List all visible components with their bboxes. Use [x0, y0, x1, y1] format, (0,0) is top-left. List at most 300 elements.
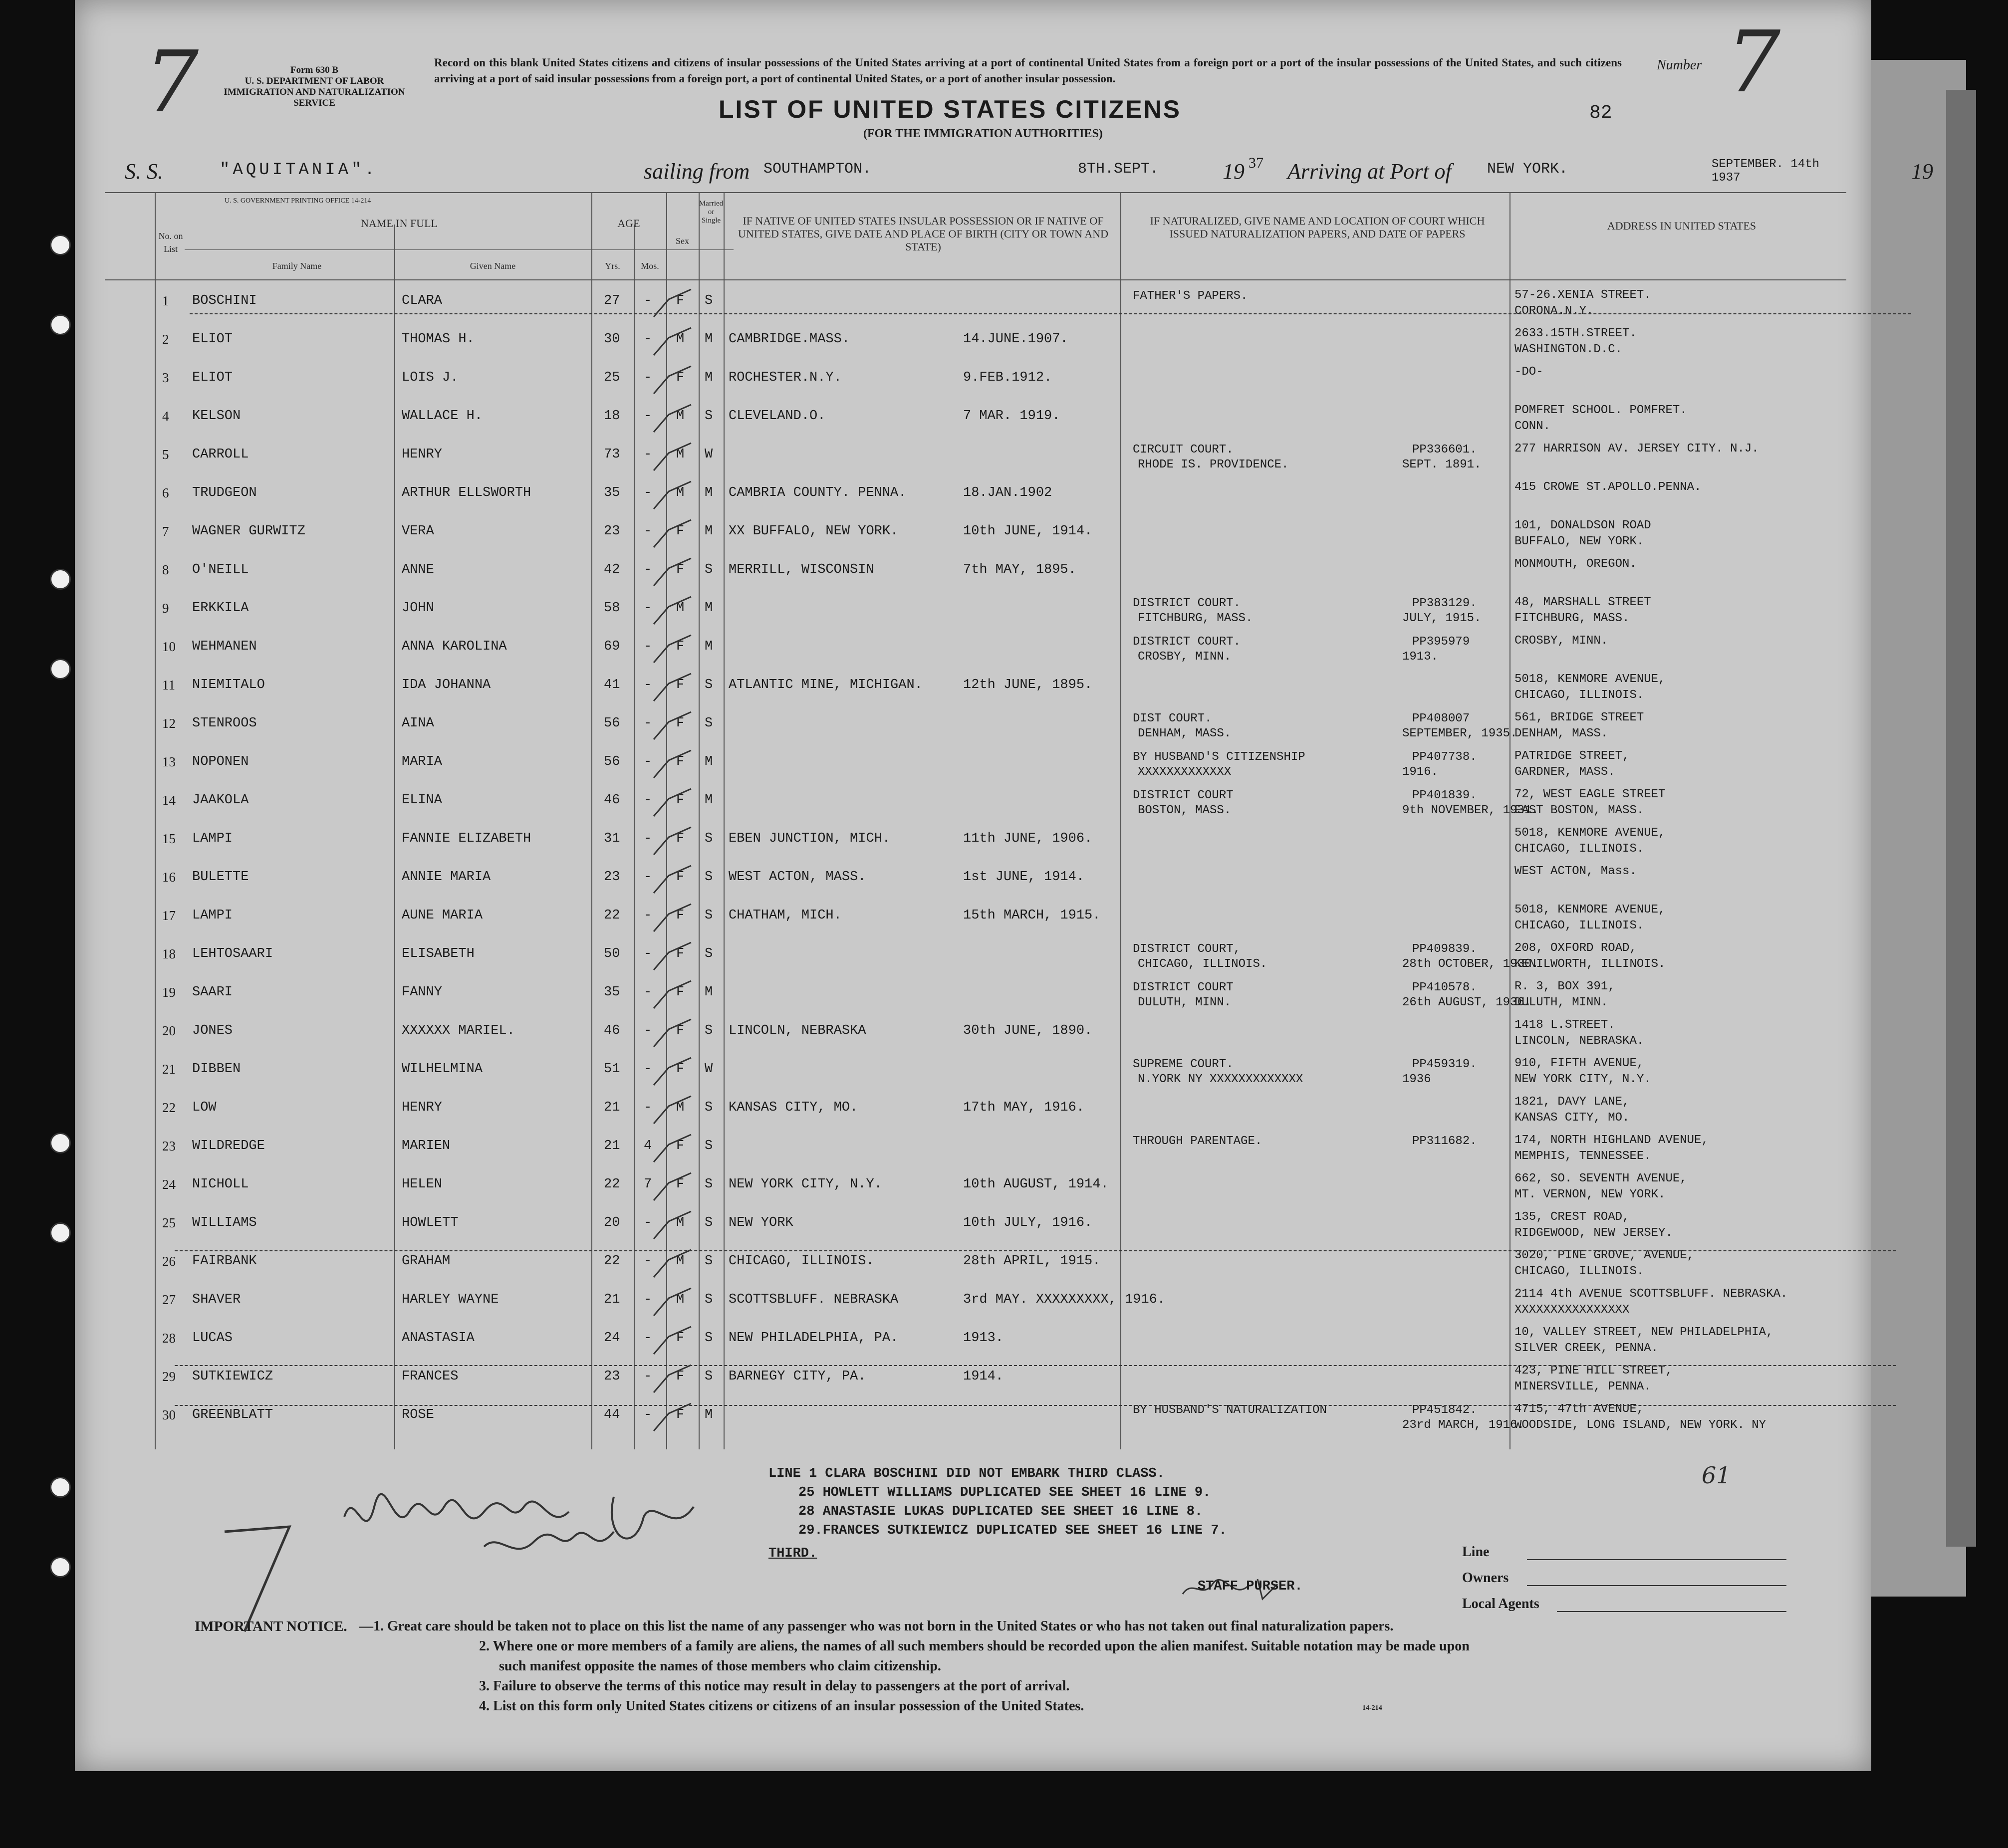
age-months: -	[644, 946, 652, 961]
marital-status: S	[705, 1331, 713, 1346]
marital-status: M	[705, 601, 713, 616]
header-bottom-rule	[105, 279, 1846, 280]
binder-hole	[50, 659, 71, 680]
row-number: 15	[162, 831, 176, 846]
check-mark-icon	[649, 786, 694, 821]
family-name: WILLIAMS	[192, 1215, 257, 1230]
given-name: ELINA	[402, 793, 443, 808]
address-line-2: CHICAGO, ILLINOIS.	[1514, 842, 1644, 856]
birth-place: EBEN JUNCTION, MICH.	[729, 831, 891, 846]
given-name: XXXXXX MARIEL.	[402, 1023, 515, 1038]
address-line-1: 72, WEST EAGLE STREET	[1514, 788, 1666, 801]
page-title: LIST OF UNITED STATES CITIZENS	[719, 95, 1182, 123]
address-line-2: LINCOLN, NEBRASKA.	[1514, 1034, 1644, 1048]
address-line-1: 48, MARSHALL STREET	[1514, 596, 1651, 609]
given-name: VERA	[402, 524, 434, 539]
header-instructions: Record on this blank United States citizens and citizens of insular possessions of the United States arriving at a port of continental United States from a foreign port or a port of the insular possessions of the United States, and such citizens arriving at a port of said insular possessions from a foreign port, a port of continental United States, or a port of another insular possession.	[434, 56, 1622, 85]
marital-status: S	[705, 946, 713, 961]
age-years: 18	[604, 409, 620, 424]
birth-place: CAMBRIA COUNTY. PENNA.	[729, 485, 907, 500]
age-years: 22	[604, 1177, 620, 1192]
check-mark-icon	[649, 940, 694, 975]
papers-number: PP383129.	[1412, 597, 1477, 610]
check-mark-icon	[649, 1324, 694, 1359]
marital-status: M	[705, 793, 713, 808]
court-name: FATHER'S PAPERS.	[1133, 289, 1248, 303]
handwritten-page-mark: 61	[1702, 1462, 1731, 1489]
address-line-1: MONMOUTH, OREGON.	[1514, 557, 1637, 571]
birth-place: CLEVELAND.O.	[729, 409, 826, 424]
ship-name: "AQUITANIA".	[220, 161, 378, 180]
table-row	[75, 1283, 1871, 1322]
family-name: LAMPI	[192, 908, 233, 923]
birth-date: 1914.	[963, 1369, 1004, 1384]
check-mark-icon	[649, 287, 694, 322]
page-subtitle: (FOR THE IMMIGRATION AUTHORITIES)	[863, 127, 1103, 140]
birth-place: MERRILL, WISCONSIN	[729, 562, 874, 577]
age-years: 69	[604, 639, 620, 654]
table-row	[75, 630, 1871, 669]
given-name: ARTHUR ELLSWORTH	[402, 485, 531, 500]
birth-place: BARNEGY CITY, PA.	[729, 1369, 866, 1384]
family-name: LOW	[192, 1100, 217, 1115]
table-row	[75, 400, 1871, 439]
table-row	[75, 937, 1871, 976]
age-months: -	[644, 1331, 652, 1346]
sex: F	[676, 1062, 685, 1077]
address-line-1: 208, OXFORD ROAD,	[1514, 941, 1637, 955]
row-number: 6	[162, 485, 169, 500]
family-name: GREENBLATT	[192, 1407, 273, 1422]
marital-status: M	[705, 370, 713, 385]
row-number: 29	[162, 1369, 176, 1384]
birth-place: CHATHAM, MICH.	[729, 908, 842, 923]
check-mark-icon	[649, 1055, 694, 1090]
birth-date: 15th MARCH, 1915.	[963, 908, 1101, 923]
family-name: NIEMITALO	[192, 678, 265, 693]
sex: F	[676, 562, 685, 577]
birth-date: 10th AUGUST, 1914.	[963, 1177, 1109, 1192]
address-line-1: 1418 L.STREET.	[1514, 1018, 1615, 1032]
age-months: -	[644, 1023, 652, 1038]
row-number: 11	[162, 678, 175, 693]
notice-item: such manifest opposite the names of those members who claim citizenship.	[499, 1658, 941, 1674]
binder-hole	[50, 1557, 71, 1578]
sex: M	[676, 601, 685, 616]
given-name: CLARA	[402, 293, 443, 308]
row-number: 14	[162, 793, 176, 808]
check-mark-icon	[649, 1132, 694, 1167]
sex: F	[676, 831, 685, 846]
row-number: 10	[162, 639, 176, 654]
birth-date: 10th JUNE, 1914.	[963, 524, 1093, 539]
age-years: 21	[604, 1139, 620, 1154]
check-mark-icon	[649, 1247, 694, 1282]
birth-date: 7 MAR. 1919.	[963, 409, 1060, 424]
court-name: SUPREME COURT.	[1133, 1058, 1234, 1071]
address-line-2: CONN.	[1514, 420, 1551, 433]
form-id: Form 630 B	[290, 65, 339, 75]
address-line-2: XXXXXXXXXXXXXXXX	[1514, 1303, 1630, 1317]
age-years: 46	[604, 793, 620, 808]
row-number: 21	[162, 1062, 176, 1077]
given-name: HENRY	[402, 447, 443, 462]
sailing-from-label: sailing from	[644, 159, 750, 184]
service-name: IMMIGRATION AND NATURALIZATION SERVICE	[224, 87, 405, 108]
check-mark-icon	[649, 748, 694, 783]
sex: M	[676, 1254, 685, 1269]
row-number: 12	[162, 716, 176, 731]
footer-note: LINE 1 CLARA BOSCHINI DID NOT EMBARK THIRD CLASS.	[768, 1466, 1165, 1481]
papers-date: 1916.	[1402, 765, 1439, 779]
corner-number-handwritten: 7	[145, 33, 199, 132]
sex: F	[676, 524, 685, 539]
family-name: NOPONEN	[192, 754, 249, 769]
sex: M	[676, 1292, 685, 1307]
address-line-2: DULUTH, MINN.	[1514, 996, 1608, 1009]
given-name: HOWLETT	[402, 1215, 459, 1230]
marital-status: S	[705, 870, 713, 885]
papers-number: PP459319.	[1412, 1058, 1477, 1071]
voyage-line	[125, 155, 1933, 189]
papers-date: 23rd MARCH, 1916.	[1402, 1418, 1524, 1432]
header-no-on-list: No. on List	[158, 231, 183, 254]
address-line-1: 174, NORTH HIGHLAND AVENUE,	[1514, 1134, 1709, 1147]
papers-date: JULY, 1915.	[1402, 612, 1482, 625]
papers-number: PP336601.	[1412, 443, 1477, 457]
table-row	[75, 1206, 1871, 1245]
age-years: 44	[604, 1407, 620, 1422]
table-row	[75, 861, 1871, 900]
address-line-1: 2633.15TH.STREET.	[1514, 327, 1637, 340]
family-name: LAMPI	[192, 831, 233, 846]
papers-date: 1913.	[1402, 650, 1439, 664]
given-name: MARIA	[402, 754, 443, 769]
manifest-page	[75, 0, 1933, 1771]
sex: F	[676, 639, 685, 654]
check-mark-icon	[649, 594, 694, 629]
birth-date: 1913.	[963, 1331, 1004, 1346]
birth-date: 14.JUNE.1907.	[963, 332, 1068, 347]
row-number: 24	[162, 1177, 176, 1192]
given-name: FANNY	[402, 985, 443, 1000]
header-name-in-full: NAME IN FULL	[361, 217, 438, 230]
agent-fields	[1462, 1539, 1539, 1617]
address-line-1: POMFRET SCHOOL. POMFRET.	[1514, 404, 1687, 417]
given-name: LOIS J.	[402, 370, 459, 385]
underlying-sheet-edge	[1946, 90, 1976, 1547]
binder-hole	[50, 234, 71, 255]
staff-purser-label: STAFF PURSER.	[1198, 1579, 1303, 1594]
marital-status: S	[705, 1139, 713, 1154]
age-months: -	[644, 447, 652, 462]
papers-number: PP401839.	[1412, 789, 1477, 802]
row-number: 2	[162, 332, 169, 347]
given-name: ANNE	[402, 562, 434, 577]
sex: F	[676, 1407, 685, 1422]
table-row	[75, 784, 1871, 823]
sex: M	[676, 332, 685, 347]
family-name: SAARI	[192, 985, 233, 1000]
check-mark-icon	[649, 902, 694, 936]
court-location: FITCHBURG, MASS.	[1138, 612, 1253, 625]
court-location: CROSBY, MINN.	[1138, 650, 1232, 664]
family-name: LEHTOSAARI	[192, 946, 273, 961]
age-years: 56	[604, 754, 620, 769]
age-years: 22	[604, 908, 620, 923]
marital-status: M	[705, 985, 713, 1000]
age-months: -	[644, 754, 652, 769]
given-name: HELEN	[402, 1177, 443, 1192]
sex: F	[676, 946, 685, 961]
marital-status: M	[705, 485, 713, 500]
age-years: 41	[604, 678, 620, 693]
family-name: ERKKILA	[192, 601, 249, 616]
given-name: HENRY	[402, 1100, 443, 1115]
header-age: AGE	[617, 217, 640, 230]
address-line-2: NEW YORK CITY, N.Y.	[1514, 1073, 1651, 1086]
family-name: BULETTE	[192, 870, 249, 885]
address-line-1: 423, PINE HILL STREET,	[1514, 1364, 1673, 1378]
header-address: ADDRESS IN UNITED STATES	[1607, 220, 1757, 232]
given-name: ELISABETH	[402, 946, 475, 961]
age-months: -	[644, 1100, 652, 1115]
age-years: 31	[604, 831, 620, 846]
court-name: THROUGH PARENTAGE.	[1133, 1135, 1262, 1148]
table-row	[75, 1053, 1871, 1092]
given-name: FANNIE ELIZABETH	[402, 831, 531, 846]
given-name: ANASTASIA	[402, 1331, 475, 1346]
header-sex: Sex	[676, 236, 689, 246]
row-number: 22	[162, 1100, 176, 1115]
family-name: LUCAS	[192, 1331, 233, 1346]
row-number: 17	[162, 908, 176, 923]
family-name: STENROOS	[192, 716, 257, 731]
sex: F	[676, 370, 685, 385]
birth-date: 18.JAN.1902	[963, 485, 1052, 500]
page-number: 82	[1589, 102, 1612, 124]
birth-date: 3rd MAY. XXXXXXXXX, 1916.	[963, 1292, 1166, 1307]
age-months: -	[644, 870, 652, 885]
row-number: 18	[162, 946, 176, 961]
address-line-1: 277 HARRISON AV. JERSEY CITY. N.J.	[1514, 442, 1759, 456]
given-name: AUNE MARIA	[402, 908, 483, 923]
address-line-1: 1821, DAVY LANE,	[1514, 1095, 1630, 1109]
given-name: IDA JOHANNA	[402, 678, 491, 693]
address-line-2: MINERSVILLE, PENNA.	[1514, 1380, 1651, 1393]
birth-place: KANSAS CITY, MO.	[729, 1100, 858, 1115]
address-line-1: 57-26.XENIA STREET.	[1514, 288, 1651, 302]
birth-date: 7th MAY, 1895.	[963, 562, 1076, 577]
birth-place: XX BUFFALO, NEW YORK.	[729, 524, 899, 539]
address-line-2: EAST BOSTON, MASS.	[1514, 804, 1644, 817]
check-mark-icon	[649, 709, 694, 744]
notice-item: 3. Failure to observe the terms of this notice may result in delay to passengers at the port of arrival.	[479, 1678, 1070, 1694]
cancelled-row-strike	[190, 313, 1911, 315]
check-mark-icon	[649, 517, 694, 552]
age-months: -	[644, 831, 652, 846]
age-years: 25	[604, 370, 620, 385]
address-line-2: KENILWORTH, ILLINOIS.	[1514, 957, 1666, 971]
court-location: DENHAM, MASS.	[1138, 727, 1232, 740]
list-number: 7	[1727, 13, 1781, 112]
name-subheader-rule	[185, 249, 734, 250]
age-years: 73	[604, 447, 620, 462]
marital-status: M	[705, 754, 713, 769]
marital-status: S	[705, 1254, 713, 1269]
check-mark-icon	[649, 671, 694, 706]
cancelled-row-strike	[175, 1365, 1896, 1367]
check-mark-icon	[649, 978, 694, 1013]
address-line-1: PATRIDGE STREET,	[1514, 749, 1630, 763]
row-number: 25	[162, 1215, 176, 1230]
row-number: 13	[162, 754, 176, 769]
address-line-1: 10, VALLEY STREET, NEW PHILADELPHIA,	[1514, 1326, 1773, 1339]
arrival-date: SEPTEMBER. 14th 1937	[1712, 158, 1820, 185]
age-years: 30	[604, 332, 620, 347]
address-line-2: CHICAGO, ILLINOIS.	[1514, 919, 1644, 932]
age-years: 42	[604, 562, 620, 577]
marital-status: S	[705, 1369, 713, 1384]
sex: M	[676, 409, 685, 424]
papers-number: PP395979	[1412, 635, 1470, 649]
family-name: JAAKOLA	[192, 793, 249, 808]
age-months: -	[644, 370, 652, 385]
given-name: FRANCES	[402, 1369, 459, 1384]
header-years: Yrs.	[605, 261, 620, 271]
age-years: 35	[604, 485, 620, 500]
court-location: XXXXXXXXXXXXX	[1138, 765, 1232, 779]
papers-number: PP451842.	[1412, 1403, 1477, 1417]
address-line-2: MT. VERNON, NEW YORK.	[1514, 1188, 1666, 1201]
row-number: 19	[162, 985, 176, 1000]
sex: F	[676, 1331, 685, 1346]
address-line-1: 910, FIFTH AVENUE,	[1514, 1057, 1644, 1070]
binder-hole	[50, 314, 71, 335]
court-name: BY HUSBAND'S CITIZENSHIP	[1133, 750, 1305, 764]
class-designation: THIRD.	[768, 1546, 817, 1561]
important-notice	[195, 1617, 1871, 1716]
table-row	[75, 669, 1871, 707]
row-number: 30	[162, 1407, 176, 1422]
table-row	[75, 515, 1871, 554]
check-mark-icon	[649, 325, 694, 360]
table-row	[75, 899, 1871, 938]
papers-date: 1936	[1402, 1073, 1431, 1086]
marital-status: S	[705, 716, 713, 731]
check-mark-icon	[649, 825, 694, 860]
age-years: 50	[604, 946, 620, 961]
bottom-form-code: 14-214	[1362, 1704, 1382, 1712]
given-name: WALLACE H.	[402, 409, 483, 424]
address-line-1: 662, SO. SEVENTH AVENUE,	[1514, 1172, 1687, 1185]
binder-hole	[50, 569, 71, 590]
birth-date: 28th APRIL, 1915.	[963, 1254, 1101, 1269]
age-months: 4	[644, 1139, 652, 1154]
address-line-2: FITCHBURG, MASS.	[1514, 612, 1630, 625]
family-name: SUTKIEWICZ	[192, 1369, 273, 1384]
check-mark-icon	[649, 364, 694, 399]
papers-number: PP409839.	[1412, 942, 1477, 956]
court-location: RHODE IS. PROVIDENCE.	[1138, 458, 1289, 471]
age-months: -	[644, 601, 652, 616]
table-row	[75, 323, 1871, 362]
birth-place: NEW YORK CITY, N.Y.	[729, 1177, 882, 1192]
form-id-block	[220, 65, 409, 109]
papers-number: PP407738.	[1412, 750, 1477, 764]
age-months: -	[644, 1369, 652, 1384]
table-row	[75, 976, 1871, 1015]
given-name: ROSE	[402, 1407, 434, 1422]
birth-place: CHICAGO, ILLINOIS.	[729, 1254, 874, 1269]
birth-place: CAMBRIDGE.MASS.	[729, 332, 850, 347]
check-mark-icon	[649, 1209, 694, 1244]
row-number: 1	[162, 293, 169, 308]
footer-note: 25 HOWLETT WILLIAMS DUPLICATED SEE SHEET 16 LINE 9.	[798, 1485, 1211, 1500]
notice-item: 2. Where one or more members of a family are aliens, the names of all such members should be recorded upon the alien manifest. Suitable notation may be made upon	[479, 1638, 1470, 1654]
address-line-1: 561, BRIDGE STREET	[1514, 711, 1644, 724]
court-location: N.YORK NY XXXXXXXXXXXXX	[1138, 1073, 1303, 1086]
sex: M	[676, 1100, 685, 1115]
family-name: ELIOT	[192, 332, 233, 347]
year-prefix-2: 19	[1911, 159, 1933, 184]
year-prefix: 19	[1223, 159, 1245, 184]
address-line-1: WEST ACTON, Mass.	[1514, 865, 1637, 878]
age-months: -	[644, 793, 652, 808]
address-line-1: 2114 4th AVENUE SCOTTSBLUFF. NEBRASKA.	[1514, 1287, 1788, 1301]
age-months: -	[644, 1407, 652, 1422]
marital-status: S	[705, 1023, 713, 1038]
marital-status: W	[705, 1062, 713, 1077]
papers-date: SEPTEMBER, 1935.	[1402, 727, 1517, 740]
row-number: 7	[162, 524, 169, 539]
family-name: ELIOT	[192, 370, 233, 385]
address-line-2: KANSAS CITY, MO.	[1514, 1111, 1630, 1125]
court-location: DULUTH, MINN.	[1138, 996, 1232, 1009]
age-months: -	[644, 908, 652, 923]
family-name: TRUDGEON	[192, 485, 257, 500]
given-name: ANNA KAROLINA	[402, 639, 507, 654]
birth-date: 10th JULY, 1916.	[963, 1215, 1093, 1230]
marital-status: S	[705, 831, 713, 846]
age-months: -	[644, 409, 652, 424]
family-name: DIBBEN	[192, 1062, 241, 1077]
table-row	[75, 592, 1871, 631]
address-line-1: 5018, KENMORE AVENUE,	[1514, 673, 1666, 686]
age-months: -	[644, 716, 652, 731]
birth-place: ATLANTIC MINE, MICHIGAN.	[729, 678, 923, 693]
handwritten-signature	[334, 1477, 714, 1577]
papers-number: PP410578.	[1412, 981, 1477, 994]
binder-hole	[50, 1133, 71, 1154]
papers-date: 26th AUGUST, 1936.	[1402, 996, 1532, 1009]
number-label: Number	[1657, 57, 1702, 73]
birth-date: 9.FEB.1912.	[963, 370, 1052, 385]
footer-note: 28 ANASTASIE LUKAS DUPLICATED SEE SHEET 16 LINE 8.	[798, 1504, 1203, 1519]
row-number: 20	[162, 1023, 176, 1038]
address-line-2: WOODSIDE, LONG ISLAND, NEW YORK. NY	[1514, 1418, 1766, 1432]
address-line-2: CHICAGO, ILLINOIS.	[1514, 689, 1644, 702]
sex: F	[676, 985, 685, 1000]
marital-status: S	[705, 1100, 713, 1115]
row-number: 28	[162, 1331, 176, 1346]
court-name: DISTRICT COURT	[1133, 981, 1234, 994]
marital-status: S	[705, 908, 713, 923]
address-line-2: CHICAGO, ILLINOIS.	[1514, 1265, 1644, 1278]
birth-place: NEW PHILADELPHIA, PA.	[729, 1331, 899, 1346]
family-name: WILDREDGE	[192, 1139, 265, 1154]
court-name: CIRCUIT COURT.	[1133, 443, 1234, 457]
